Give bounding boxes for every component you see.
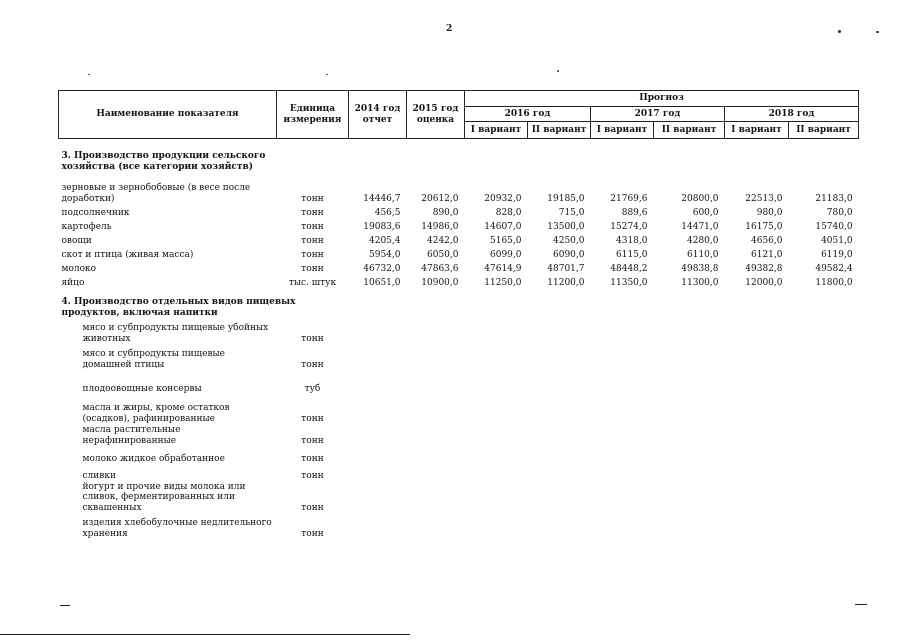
header-unit: Единица измерения: [277, 91, 349, 139]
header-variant: II вариант: [528, 122, 591, 139]
cell-value: 11300,0: [681, 278, 719, 289]
cell-value: 48701,7: [547, 264, 585, 275]
header-year-2017: 2017 год: [591, 107, 725, 122]
cell-value: 6119,0: [821, 250, 853, 261]
row-unit: тонн: [301, 470, 324, 481]
section-title-row: [59, 289, 859, 319]
row-name: овощи: [61, 236, 92, 247]
table-row: [59, 345, 859, 371]
row-name: йогурт и прочие виды молока или сливок, ферментированных или сквашенных: [82, 481, 246, 514]
cell-value: 21183,0: [815, 194, 853, 205]
section-3-title: 3. Производство продукции сельского хозяйства (все категории хозяйств): [61, 151, 266, 173]
cell-value: 19185,0: [547, 194, 585, 205]
row-unit: тонн: [301, 503, 324, 514]
row-unit: тонн: [301, 334, 324, 345]
row-unit: тыс. штук: [288, 278, 337, 289]
cell-value: 11250,0: [484, 278, 522, 289]
table-row: [59, 395, 859, 425]
header-variant: II вариант: [654, 122, 725, 139]
cell-value: 980,0: [756, 208, 783, 219]
scan-edge-line: [0, 634, 410, 635]
row-unit: тонн: [301, 194, 324, 205]
cell-value: 12000,0: [745, 278, 783, 289]
row-unit: тонн: [301, 529, 324, 540]
cell-value: 14471,0: [681, 222, 719, 233]
cell-value: 21769,6: [610, 194, 648, 205]
header-variant: I вариант: [465, 122, 528, 139]
table-row: [59, 425, 859, 447]
cell-value: 47863,6: [421, 264, 459, 275]
row-name: сливки: [82, 470, 116, 481]
row-name: скот и птица (живая масса): [61, 250, 194, 261]
row-name: подсолнечник: [61, 208, 130, 219]
cell-value: 46732,0: [363, 264, 401, 275]
row-unit: тонн: [301, 236, 324, 247]
row-name: изделия хлебобулочные недлительного хранения: [82, 518, 272, 540]
section-title-row: [59, 139, 859, 174]
header-2015: 2015 год оценка: [407, 91, 465, 139]
cell-value: 6121,0: [751, 250, 783, 261]
table-row: [59, 205, 859, 219]
cell-value: 13500,0: [547, 222, 585, 233]
row-unit: тонн: [301, 250, 324, 261]
cell-value: 4280,0: [687, 236, 719, 247]
scan-speck: [88, 74, 90, 75]
cell-value: 10651,0: [363, 278, 401, 289]
cell-value: 48448,2: [610, 264, 648, 275]
cell-value: 20800,0: [681, 194, 719, 205]
cell-value: 4242,0: [427, 236, 459, 247]
row-name: яйцо: [61, 278, 85, 289]
cell-value: 14446,7: [363, 194, 401, 205]
table-row: [59, 319, 859, 345]
table-row: [59, 447, 859, 465]
header-name: Наименование показателя: [59, 91, 277, 139]
cell-value: 4656,0: [751, 236, 783, 247]
cell-value: 890,0: [432, 208, 459, 219]
cell-value: 15274,0: [610, 222, 648, 233]
scan-edge-line: [60, 605, 70, 606]
table-row: [59, 233, 859, 247]
table-row: [59, 465, 859, 482]
cell-value: 6115,0: [616, 250, 648, 261]
header-variant: II вариант: [789, 122, 859, 139]
cell-value: 4250,0: [553, 236, 585, 247]
table-row: [59, 179, 859, 205]
table-row: [59, 514, 859, 540]
row-name: мясо и субпродукты пищевые убойных животных: [82, 323, 269, 345]
cell-value: 4318,0: [616, 236, 648, 247]
row-unit: тонн: [301, 414, 324, 425]
cell-value: 6050,0: [427, 250, 459, 261]
row-name: масла и жиры, кроме остатков (осадков), рафинированные: [82, 403, 230, 425]
row-unit: тонн: [301, 208, 324, 219]
cell-value: 19083,6: [363, 222, 401, 233]
cell-value: 828,0: [495, 208, 522, 219]
cell-value: 22513,0: [745, 194, 783, 205]
scan-speck: [326, 74, 328, 75]
row-name: масла растительные нерафинированные: [82, 425, 181, 446]
cell-value: 889,6: [621, 208, 648, 219]
cell-value: 47614,9: [484, 264, 522, 275]
cell-value: 600,0: [692, 208, 719, 219]
cell-value: 11200,0: [547, 278, 585, 289]
cell-value: 16175,0: [745, 222, 783, 233]
cell-value: 49838,8: [681, 264, 719, 275]
scan-edge-line: [855, 604, 867, 605]
section-4-title: 4. Производство отдельных видов пищевых продуктов, включая напитки: [61, 297, 296, 319]
cell-value: 20932,0: [484, 194, 522, 205]
header-variant: I вариант: [725, 122, 789, 139]
header-variant: I вариант: [591, 122, 654, 139]
cell-value: 10900,0: [421, 278, 459, 289]
scan-speck: [838, 30, 841, 33]
row-unit: тонн: [301, 264, 324, 275]
row-name: картофель: [61, 222, 112, 233]
scan-speck: [876, 31, 879, 33]
table-row: [59, 261, 859, 275]
row-unit: туб: [304, 384, 321, 395]
header-2014: 2014 год отчет: [349, 91, 407, 139]
row-name: плодоовощные консервы: [82, 384, 202, 395]
header-year-2016: 2016 год: [465, 107, 591, 122]
row-unit: тонн: [301, 435, 324, 446]
cell-value: 5954,0: [369, 250, 401, 261]
cell-value: 5165,0: [490, 236, 522, 247]
table-row: [59, 275, 859, 289]
cell-value: 11800,0: [815, 278, 853, 289]
row-name: молоко: [61, 264, 97, 275]
row-unit: тонн: [301, 360, 324, 371]
row-unit: тонн: [301, 222, 324, 233]
table-row: [59, 371, 859, 395]
scan-speck: [557, 70, 559, 72]
cell-value: 780,0: [826, 208, 853, 219]
page-number: 2: [446, 24, 453, 34]
header-forecast: Прогноз: [465, 91, 859, 107]
table-row: [59, 482, 859, 514]
cell-value: 20612,0: [421, 194, 459, 205]
header-year-2018: 2018 год: [725, 107, 859, 122]
table-row: [59, 219, 859, 233]
cell-value: 11350,0: [610, 278, 648, 289]
cell-value: 6090,0: [553, 250, 585, 261]
cell-value: 14986,0: [421, 222, 459, 233]
table-row: [59, 247, 859, 261]
cell-value: 49582,4: [815, 264, 853, 275]
cell-value: 49382,8: [745, 264, 783, 275]
row-name: молоко жидкое обработанное: [82, 453, 225, 464]
cell-value: 4051,0: [821, 236, 853, 247]
cell-value: 715,0: [558, 208, 585, 219]
row-unit: тонн: [301, 453, 324, 464]
cell-value: 15740,0: [815, 222, 853, 233]
row-name: мясо и субпродукты пищевые домашней птицы: [82, 349, 226, 371]
cell-value: 14607,0: [484, 222, 522, 233]
cell-value: 6099,0: [490, 250, 522, 261]
cell-value: 6110,0: [687, 250, 719, 261]
forecast-table: [58, 90, 858, 540]
cell-value: 456,5: [374, 208, 401, 219]
cell-value: 4205,4: [369, 236, 401, 247]
row-name: зерновые и зернобобовые (в весе после доработки): [61, 183, 251, 205]
